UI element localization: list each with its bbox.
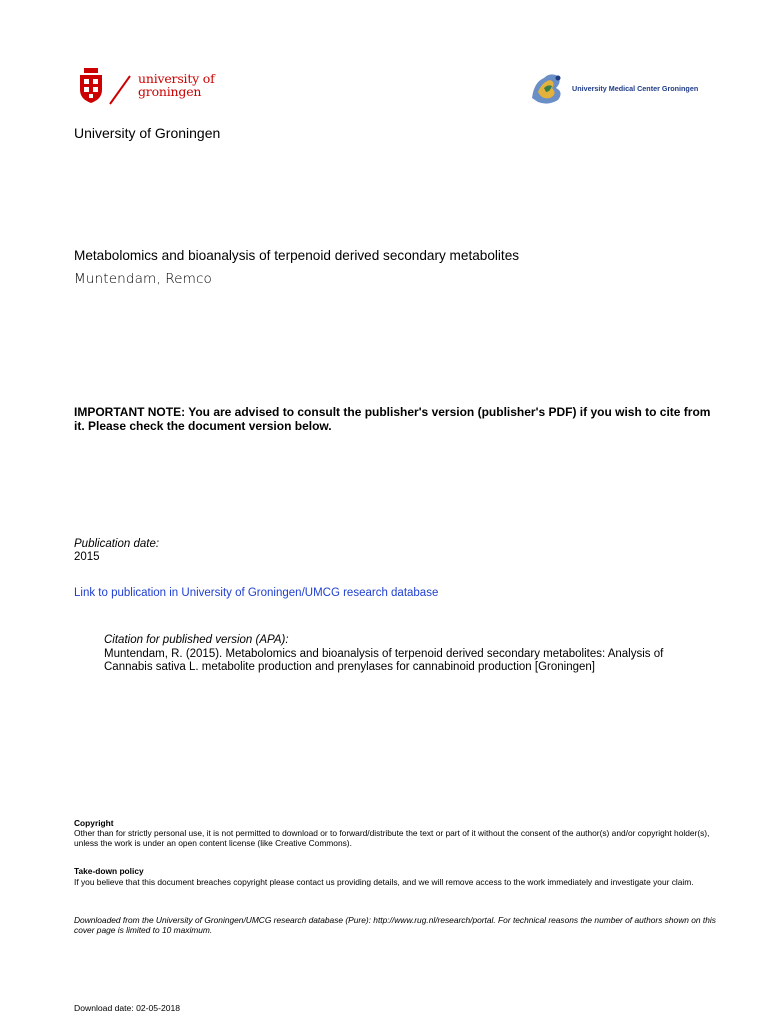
takedown-body: If you believe that this document breaches copyright please contact us providing details, and we will remove access to the work immediately and investigate your claim.: [74, 877, 694, 887]
copyright-heading: Copyright: [74, 818, 114, 828]
publication-author: Muntendam, Remco: [74, 271, 212, 287]
research-database-link[interactable]: Link to publication in University of Groningen/UMCG research database: [74, 587, 439, 599]
download-date: Download date: 02-05-2018: [74, 1003, 181, 1013]
institution-name: University of Groningen: [74, 125, 221, 141]
umcg-name: University Medical Center Groningen: [572, 84, 699, 93]
rug-wordmark-line1: university of: [138, 71, 215, 86]
copyright-body: Other than for strictly personal use, it is not permitted to download or to forward/distribute the text or part of it without the consent of the author(s) and/or copyright holder(s), unless the work is under an open content license (like Creative Commons).: [74, 828, 710, 848]
umcg-emblem-icon: [528, 68, 568, 108]
takedown-heading: Take-down policy: [74, 866, 144, 876]
rug-wordmark: [138, 72, 215, 98]
citation-text: Muntendam, R. (2015). Metabolomics and bioanalysis of terpenoid derived secondary metabolites: Analysis of Cannabis sativa L. metabolite production and prenylases for cannabinoid production [Groningen]: [104, 648, 664, 673]
groningen-crest-icon: [78, 68, 104, 104]
logo-slash-icon: [108, 74, 132, 106]
publication-date-label: Publication date:: [74, 538, 160, 550]
citation-label: Citation for published version (APA):: [104, 634, 289, 646]
university-of-groningen-logo: [78, 66, 228, 110]
publication-title: Metabolomics and bioanalysis of terpenoid derived secondary metabolites: [74, 248, 520, 263]
rug-wordmark-line2: groningen: [138, 84, 202, 99]
publication-date-value: 2015: [74, 551, 100, 563]
downloaded-from-notice: Downloaded from the University of Groningen/UMCG research database (Pure): http://www.rug.nl/research/portal. For technical reasons the number of authors shown on this cover page is limited to 10 maximum.: [74, 915, 716, 935]
umcg-logo: [528, 68, 708, 108]
important-note: IMPORTANT NOTE: You are advised to consult the publisher's version (publisher's PDF) if you wish to cite from it. Please check the document version below.: [74, 405, 711, 433]
